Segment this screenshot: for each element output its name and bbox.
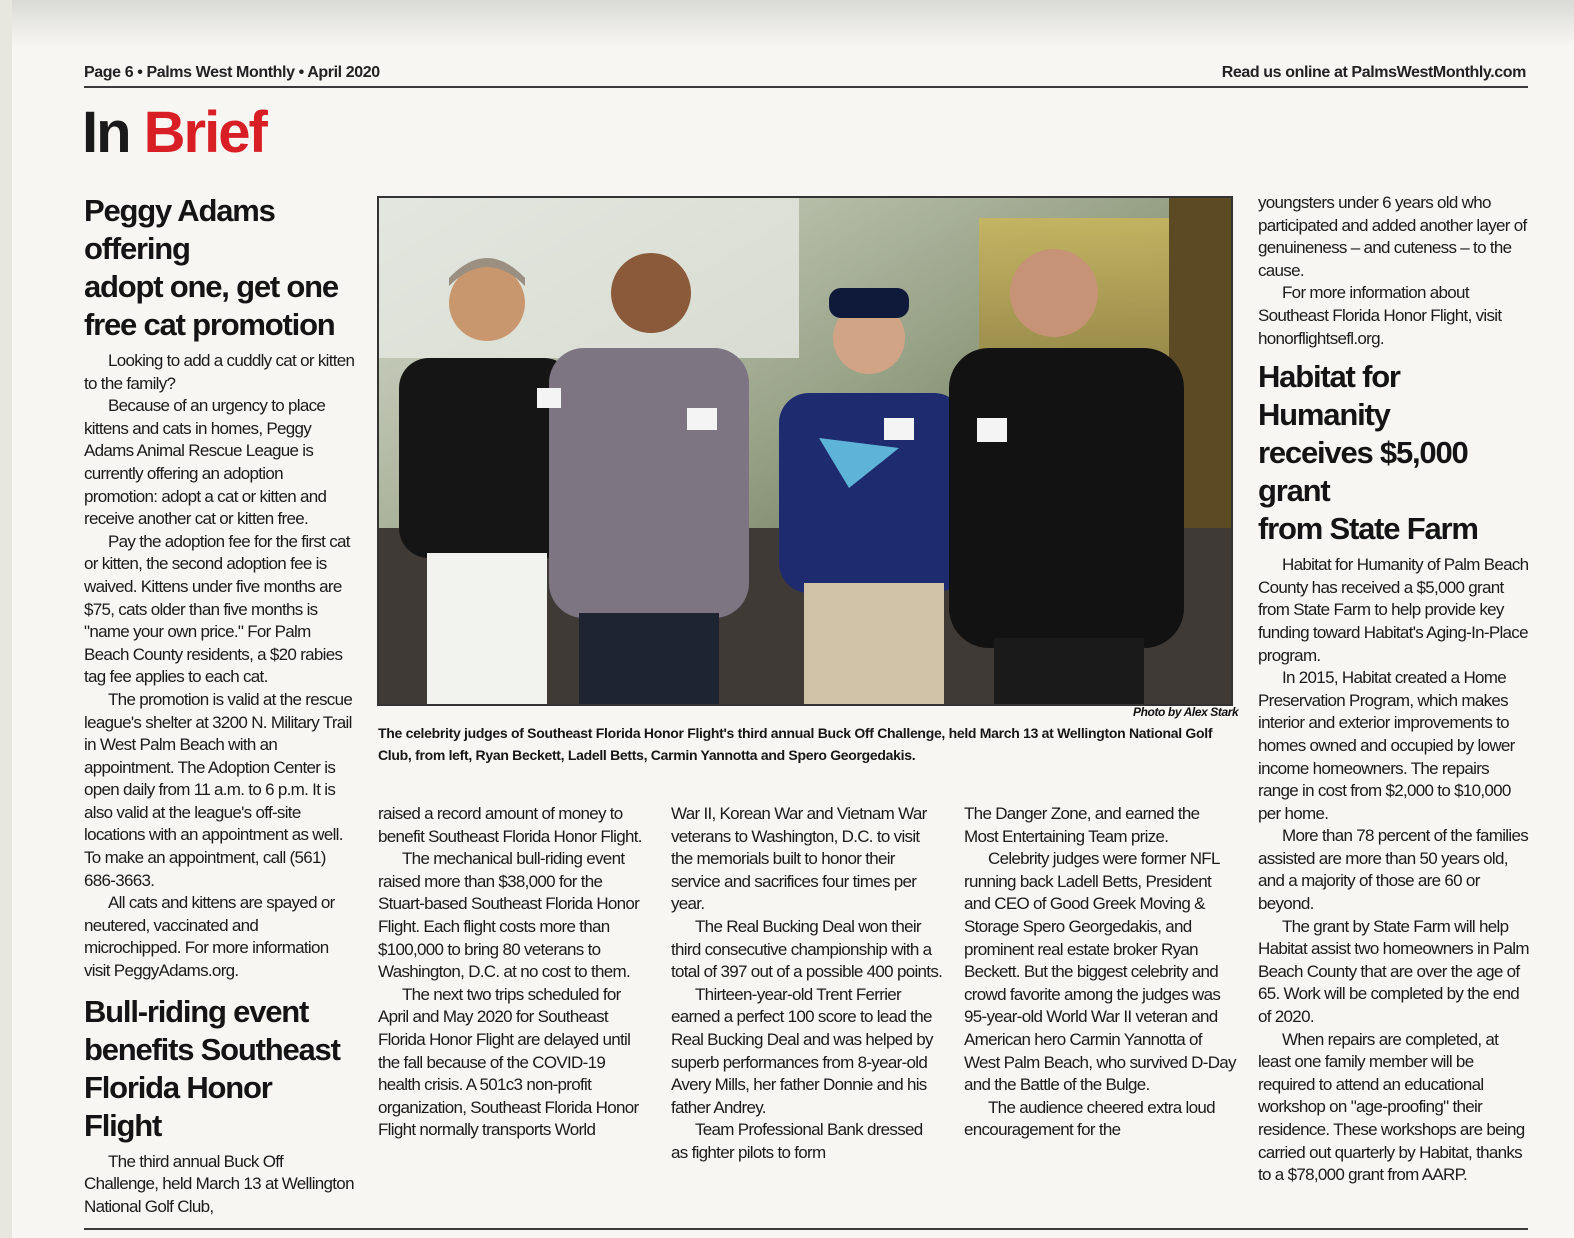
section-title-word2: Brief: [143, 100, 266, 165]
column-1: [84, 192, 356, 1218]
article3-paragraph: More than 78 percent of the families assisted are more than 50 years old, and a majority of those are 60 or beyond.: [1258, 826, 1529, 914]
col3-paragraph: The Real Bucking Deal won their third consecutive championship with a total of 397 out of a possible 400 points.: [671, 916, 943, 982]
col4-paragraph: The Danger Zone, and earned the Most Entertaining Team prize.: [964, 804, 1200, 846]
headline-line: adopt one, get one: [84, 269, 338, 304]
headline-line: benefits Southeast: [84, 1031, 340, 1067]
page-header-left: Page 6 • Palms West Monthly • April 2020: [84, 64, 380, 81]
headline-line: from State Farm: [1258, 511, 1478, 547]
footer-rule: [84, 1228, 1528, 1230]
article2-headline: [84, 993, 356, 1145]
col4-paragraph: Celebrity judges were former NFL running back Ladell Betts, President and CEO of Good Greek Moving & Storage Spero Georgedakis, and prominent real estate broker Ryan Beckett. But the biggest celebrity and crowd favorite among the judges was 95-year-old World War II veteran and American hero Carmin Yannotta of West Palm Beach, who survived D-Day and the Battle of the Bulge.: [964, 849, 1236, 1095]
column-3: [671, 803, 943, 1165]
article1-paragraph: Pay the adoption fee for the first cat or kitten, the second adoption fee is waived. Kittens under five months are $75, cats older than five months is "name your own price." For Palm Beach County residents, a $20 rabies tag fee applies to each cat.: [84, 531, 350, 687]
column-4: [964, 803, 1236, 1142]
headline-line: Bull-riding event: [84, 993, 309, 1029]
col3-paragraph: War II, Korean War and Vietnam War veterans to Washington, D.C. to visit the memorials built to honor their service and sacrifices four times per year.: [671, 804, 927, 914]
page-header-right: Read us online at PalmsWestMonthly.com: [1221, 64, 1526, 81]
article3-paragraph: Habitat for Humanity of Palm Beach County has received a $5,000 grant from State Farm to help provide key funding toward Habitat's Aging-In-Place program.: [1258, 555, 1529, 665]
section-title-word1: In: [82, 100, 130, 165]
col2-paragraph: The mechanical bull-riding event raised more than $38,000 for the Stuart-based Southeast Florida Honor Flight. Each flight costs more than $100,000 to bring 80 veterans to Washington, D.C. at no cost to them.: [378, 849, 640, 982]
article1-paragraph: Looking to add a cuddly cat or kitten to the family?: [84, 351, 355, 393]
article3-paragraph: In 2015, Habitat created a Home Preservation Program, which makes interior and exterior improvements to homes owned and occupied by lower income homeowners. The repairs range in cost from $2,000 to $10,000 per home.: [1258, 668, 1515, 823]
header-rule: [84, 86, 1528, 88]
col4-paragraph: The audience cheered extra loud encouragement for the: [964, 1097, 1215, 1140]
news-photo: [377, 196, 1233, 706]
col2-paragraph: raised a record amount of money to benefit Southeast Florida Honor Flight.: [378, 804, 642, 846]
col2-paragraph: The next two trips scheduled for April and May 2020 for Southeast Florida Honor Flight are delayed until the fall because of the COVID-19 health crisis. A 501c3 non-profit organization, Southeast Florida Honor Flight normally transports World: [378, 984, 639, 1140]
photo-caption: The celebrity judges of Southeast Florida Honor Flight's third annual Buck Off Challenge, held March 13 at Wellington National Golf Club, from left, Ryan Beckett, Ladell Betts, Carmin Yannotta and Spero Georgedakis.: [378, 725, 1213, 763]
col5-paragraph: For more information about Southeast Florida Honor Flight, visit honorflightsefl.org.: [1258, 283, 1502, 348]
scan-shadow: [0, 0, 1574, 46]
col3-paragraph: Team Professional Bank dressed as fighter pilots to form: [671, 1120, 923, 1162]
column-2: [378, 803, 650, 1142]
col3-paragraph: Thirteen-year-old Trent Ferrier earned a perfect 100 score to lead the Real Bucking Deal and was helped by superb performances from 8-year-old Avery Mills, her father Donnie and his father Andrey.: [671, 984, 933, 1117]
photo-credit: Photo by Alex Stark: [1133, 705, 1239, 719]
column-5: [1258, 192, 1530, 1187]
article1-paragraph: The promotion is valid at the rescue league's shelter at 3200 N. Military Trail in West Palm Beach with an appointment. The Adoption Center is open daily from 11 a.m. to 6 p.m. It is also valid at the league's off-site locations with an appointment as well. To make an appointment, call (561) 686-3663.: [84, 689, 353, 890]
article1-paragraph: Because of an urgency to place kittens and cats in homes, Peggy Adams Animal Rescue League is currently offering an adoption promotion: adopt a cat or kitten and receive another cat or kitten free.: [84, 396, 327, 529]
section-title: [82, 100, 266, 165]
article3-paragraph: The grant by State Farm will help Habitat assist two homeowners in Palm Beach County that are over the age of 65. Work will be completed by the end of 2020.: [1258, 916, 1529, 1027]
article2-paragraph: The third annual Buck Off Challenge, held March 13 at Wellington National Golf Club,: [84, 1151, 354, 1216]
headline-line: receives $5,000 grant: [1258, 435, 1468, 509]
article1-headline: [84, 192, 356, 344]
headline-line: Florida Honor Flight: [84, 1069, 272, 1143]
article1-paragraph: All cats and kittens are spayed or neutered, vaccinated and microchipped. For more information visit PeggyAdams.org.: [84, 893, 335, 981]
article3-paragraph: When repairs are completed, at least one family member will be required to attend an educational workshop on "age-proofing" their residence. These workshops are being carried out quarterly by Habitat, thanks to a $78,000 grant from AARP.: [1258, 1029, 1525, 1185]
col5-paragraph: youngsters under 6 years old who participated and added another layer of genuineness – and cuteness – to the cause.: [1258, 193, 1527, 280]
scan-edge: [0, 0, 12, 1238]
headline-line: Peggy Adams offering: [84, 193, 275, 266]
photo-illustration: [379, 198, 1231, 704]
article3-headline: [1258, 358, 1530, 548]
headline-line: Habitat for Humanity: [1258, 359, 1400, 433]
headline-line: free cat promotion: [84, 307, 335, 342]
